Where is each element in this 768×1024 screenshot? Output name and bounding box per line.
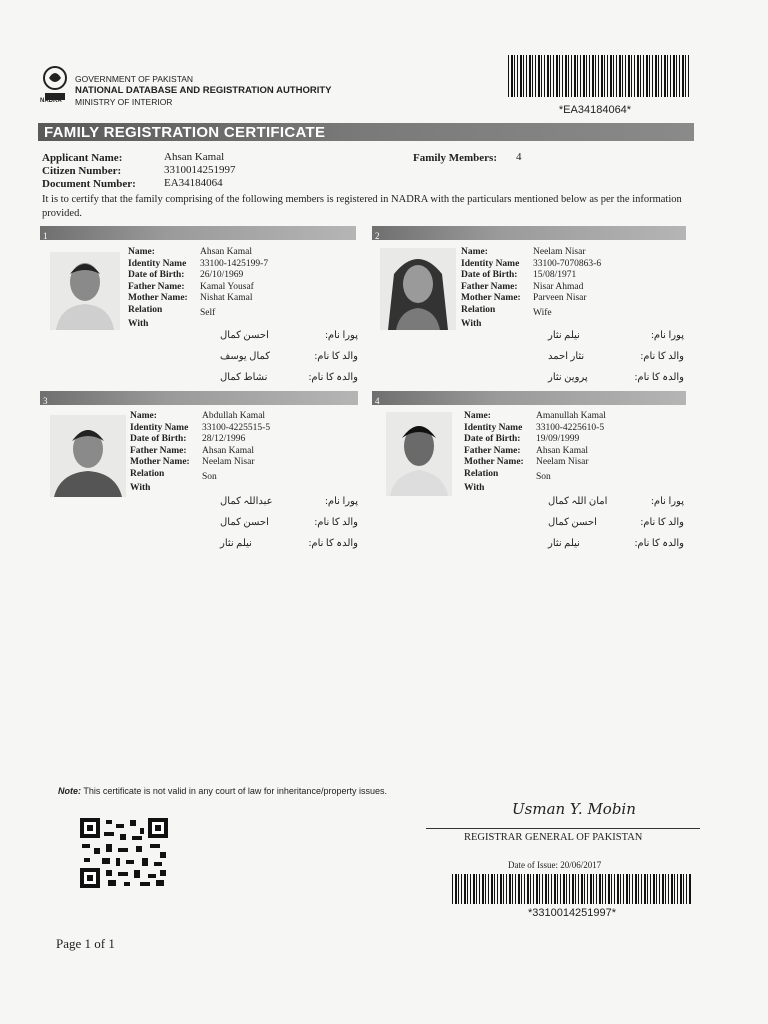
urdu-father-label: والد کا نام:	[640, 517, 684, 528]
urdu-name: عبداللہ کمال	[220, 496, 273, 507]
urdu-full-label: پورا نام:	[651, 330, 684, 341]
member-mother: Nishat Kamal	[200, 293, 253, 303]
member-dob: 19/09/1999	[536, 434, 580, 444]
with-label: With	[130, 483, 151, 493]
header-authority: NATIONAL DATABASE AND REGISTRATION AUTHORITY	[75, 85, 332, 96]
member-urdu-details	[220, 496, 358, 559]
urdu-mother: نشاط کمال	[220, 372, 268, 383]
member-dob: 15/08/1971	[533, 270, 577, 280]
member-relation: Son	[202, 471, 217, 482]
registrar-signature: Usman Y. Mobin	[512, 800, 636, 818]
document-number: EA34184064	[164, 177, 223, 189]
dob-label: Date of Birth:	[130, 434, 187, 444]
page-title: FAMILY REGISTRATION CERTIFICATE	[44, 124, 326, 141]
member-bar	[40, 391, 358, 405]
urdu-full-label: پورا نام:	[325, 330, 358, 341]
with-label: With	[461, 319, 482, 329]
member-urdu-details	[220, 330, 358, 393]
dob-label: Date of Birth:	[464, 434, 521, 444]
logo-text: NADRA	[40, 98, 62, 104]
urdu-father-label: والد کا نام:	[314, 517, 358, 528]
member-details	[464, 411, 686, 495]
page-number: Page 1 of 1	[56, 936, 115, 951]
relation-label: Relation	[130, 468, 165, 479]
mother-label: Mother Name:	[128, 293, 188, 303]
validity-note	[58, 786, 387, 796]
applicant-name: Ahsan Kamal	[164, 151, 225, 163]
registrar-title: REGISTRAR GENERAL OF PAKISTAN	[464, 832, 643, 843]
member-photo	[50, 252, 120, 330]
mother-label: Mother Name:	[461, 293, 521, 303]
member-mother: Parveen Nisar	[533, 293, 587, 303]
note-text: This certificate is not valid in any court of law for inheritance/property issues.	[81, 786, 387, 796]
member-urdu-details	[548, 330, 684, 393]
member-relation: Son	[536, 471, 551, 482]
family-members-count: 4	[516, 151, 522, 163]
relation-label: Relation	[128, 304, 163, 315]
mother-label: Mother Name:	[130, 457, 190, 467]
father-label: Father Name:	[461, 281, 518, 292]
urdu-father: احسن کمال	[220, 517, 269, 528]
urdu-father: کمال یوسف	[220, 351, 271, 362]
member-father: Ahsan Kamal	[536, 445, 588, 456]
urdu-father-label: والد کا نام:	[640, 351, 684, 362]
note-label: Note:	[58, 786, 81, 796]
header-ministry: MINISTRY OF INTERIOR	[75, 97, 173, 107]
member-details	[128, 247, 358, 331]
document-barcode-text: *EA34184064*	[558, 104, 632, 116]
identity-label: Identity Name	[130, 422, 189, 433]
member-number: 4	[375, 396, 380, 406]
member-mother: Neelam Nisar	[536, 457, 589, 467]
document-barcode	[508, 55, 690, 97]
member-number: 2	[375, 231, 380, 241]
citizen-number: 3310014251997	[164, 164, 236, 176]
member-details	[461, 247, 686, 331]
urdu-mother: نیلم نثار	[548, 538, 580, 549]
identity-label: Identity Name	[464, 422, 523, 433]
citizen-number-label: Citizen Number:	[42, 165, 122, 177]
header-government: GOVERNMENT OF PAKISTAN	[75, 74, 194, 84]
member-identity: 33100-4225515-5	[202, 422, 271, 433]
member-father: Ahsan Kamal	[202, 445, 254, 456]
urdu-full-label: پورا نام:	[651, 496, 684, 507]
member-name: Abdullah Kamal	[202, 411, 266, 421]
member-details	[130, 411, 358, 495]
relation-label: Relation	[464, 468, 499, 479]
urdu-name: نیلم نثار	[548, 330, 580, 341]
member-name: Neelam Nisar	[533, 247, 586, 257]
name-label: Name:	[464, 411, 491, 421]
member-name: Amanullah Kamal	[536, 411, 606, 421]
member-identity: 33100-7070863-6	[533, 258, 602, 269]
urdu-full-label: پورا نام:	[325, 496, 358, 507]
qr-code-icon	[80, 818, 168, 888]
signature-line	[426, 828, 700, 829]
member-father: Nisar Ahmad	[533, 281, 584, 292]
father-label: Father Name:	[464, 445, 521, 456]
relation-label: Relation	[461, 304, 496, 315]
urdu-name: احسن کمال	[220, 330, 269, 341]
father-label: Father Name:	[130, 445, 187, 456]
urdu-mother-label: والدہ کا نام:	[634, 538, 684, 549]
member-bar	[372, 391, 686, 405]
with-label: With	[464, 483, 485, 493]
urdu-name: امان اللہ کمال	[548, 496, 608, 507]
member-relation: Wife	[533, 307, 552, 318]
member-photo	[50, 415, 126, 497]
with-label: With	[128, 319, 149, 329]
urdu-mother-label: والدہ کا نام:	[308, 372, 358, 383]
family-members-label: Family Members:	[413, 152, 497, 164]
member-relation: Self	[200, 307, 216, 318]
urdu-mother: نیلم نثار	[220, 538, 252, 549]
urdu-father-label: والد کا نام:	[314, 351, 358, 362]
member-number: 1	[43, 231, 48, 241]
name-label: Name:	[461, 247, 488, 257]
identity-label: Identity Name	[128, 258, 187, 269]
father-label: Father Name:	[128, 281, 185, 292]
urdu-mother-label: والدہ کا نام:	[634, 372, 684, 383]
member-photo	[380, 248, 456, 330]
member-bar	[40, 226, 356, 240]
identity-label: Identity Name	[461, 258, 520, 269]
mother-label: Mother Name:	[464, 457, 524, 467]
applicant-name-label: Applicant Name:	[42, 152, 123, 164]
urdu-father: نثار احمد	[548, 351, 585, 362]
member-number: 3	[43, 396, 48, 406]
document-number-label: Document Number:	[42, 178, 136, 190]
member-bar	[372, 226, 686, 240]
member-mother: Neelam Nisar	[202, 457, 255, 467]
issue-date: Date of Issue: 20/06/2017	[508, 860, 602, 870]
member-identity: 33100-1425199-7	[200, 258, 269, 269]
member-dob: 28/12/1996	[202, 434, 246, 444]
member-photo	[386, 412, 452, 496]
citizen-barcode-text: *3310014251997*	[527, 907, 617, 919]
dob-label: Date of Birth:	[128, 270, 185, 280]
member-urdu-details	[548, 496, 684, 559]
member-father: Kamal Yousaf	[200, 281, 254, 292]
name-label: Name:	[130, 411, 157, 421]
certification-text: It is to certify that the family comprising of the following members is registered in NADRA with the particulars mentioned below as per the information provided.	[42, 194, 682, 219]
member-dob: 26/10/1969	[200, 270, 244, 280]
urdu-father: احسن کمال	[548, 517, 597, 528]
member-identity: 33100-4225610-5	[536, 422, 605, 433]
dob-label: Date of Birth:	[461, 270, 518, 280]
urdu-mother: پروین نثار	[548, 372, 588, 383]
urdu-mother-label: والدہ کا نام:	[308, 538, 358, 549]
member-name: Ahsan Kamal	[200, 247, 252, 257]
citizen-barcode	[452, 874, 692, 904]
name-label: Name:	[128, 247, 155, 257]
